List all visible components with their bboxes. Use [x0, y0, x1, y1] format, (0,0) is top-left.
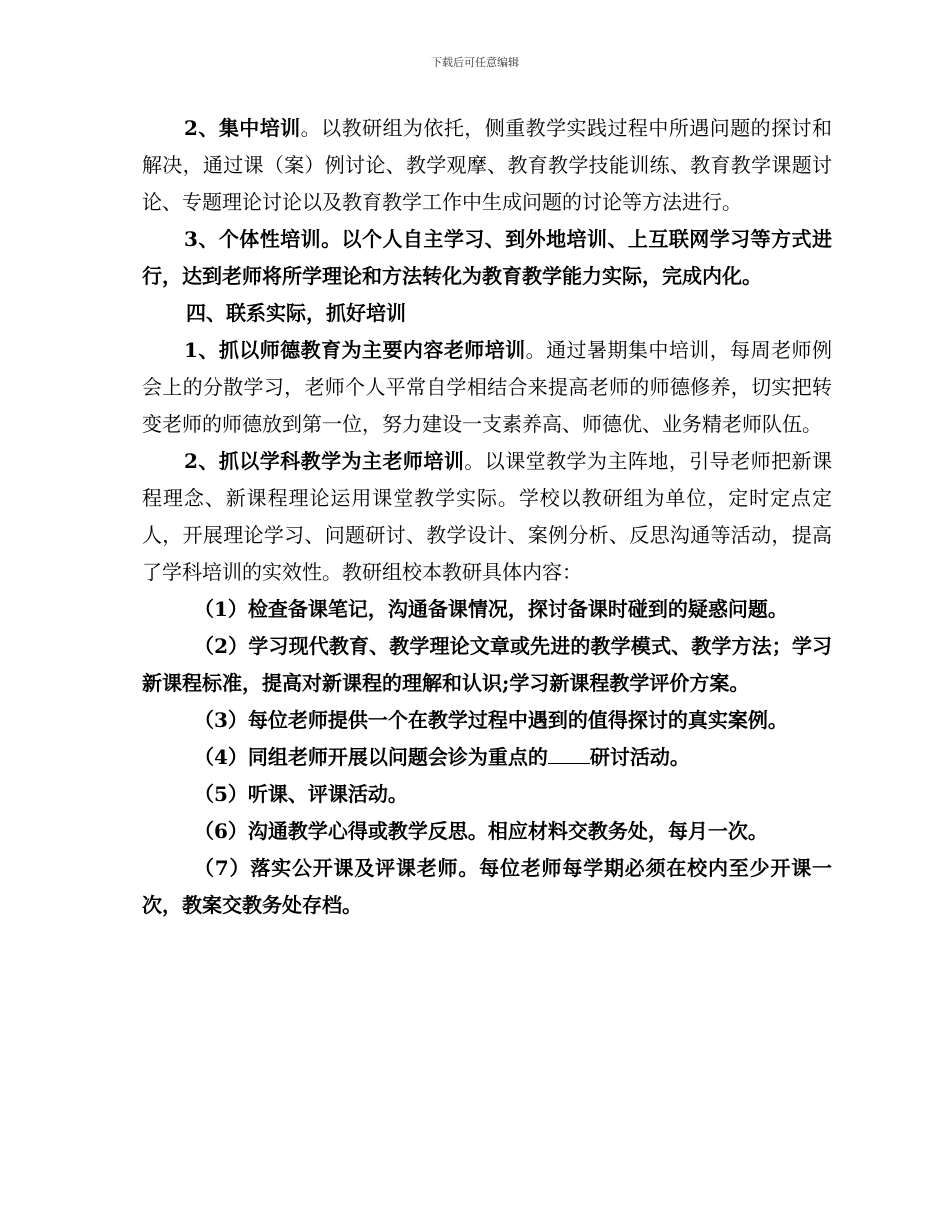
list-item: （5）听课、评课活动。 [194, 782, 408, 806]
list-item: （7）落实公开课及评课老师。每位老师每学期必须在校内至少开课一次，教案交教务处存档。 [142, 856, 832, 917]
paragraph-heading: 2、抓以学科教学为主老师培训 [184, 449, 465, 473]
paragraph-text: 。以教研组为依托，侧重教学实践过程中所遇问题的探讨和解决，通过课（案）例讨论、教学观摩、教育教学技能训练、教育教学课题讨论、专题理论讨论以及教育教学工作中生成问题的讨论等方法进行。 [142, 116, 833, 214]
paragraph-text: 。以课堂教学为主阵地，引导老师把新课程理念、新课程理论运用课堂教学实际。学校以教研组为单位，定时定点定人，开展理论学习、问题研讨、教学设计、案例分析、反思沟通等活动，提高了学科培训的实效性。教研组校本教研具体内容： [142, 449, 833, 584]
document-body [142, 110, 832, 924]
paragraph-heading: 2、集中培训 [184, 116, 301, 140]
list-item: （1）检查备课笔记，沟通备课情况，探讨备课时碰到的疑惑问题。 [194, 597, 788, 621]
list-item-text: 研讨活动。 [589, 745, 690, 769]
list-item [142, 739, 832, 776]
paragraph-centralized-training [142, 110, 832, 221]
list-item: （3）每位老师提供一个在教学过程中遇到的值得探讨的真实案例。 [194, 708, 788, 732]
paragraph-ethics-training [142, 332, 832, 443]
paragraph-subject-training [142, 443, 832, 591]
fill-in-blank [548, 743, 590, 764]
page-header-note: 下载后可任意编辑 [431, 56, 519, 69]
list-item: （6）沟通教学心得或教学反思。相应材料交教务处，每月一次。 [194, 819, 768, 843]
paragraph-text: 。通过暑期集中培训，每周老师例会上的分散学习，老师个人平常自学相结合来提高老师的师德修养，切实把转变老师的师德放到第一位，努力建设一支素养高、师德优、业务精老师队伍。 [142, 338, 832, 436]
paragraph-individual-training: 3、个体性培训。以个人自主学习、到外地培训、上互联网学习等方式进行，达到老师将所学理论和方法转化为教育教学能力实际，完成内化。 [142, 227, 832, 288]
list-item-text: （4）同组老师开展以问题会诊为重点的 [194, 745, 548, 769]
paragraph-heading: 1、抓以师德教育为主要内容老师培训 [184, 338, 526, 362]
list-item: （2）学习现代教育、教学理论文章或先进的教学模式、教学方法；学习新课程标准，提高对新课程的理解和认识;学习新课程教学评价方案。 [142, 634, 832, 695]
section-heading: 四、联系实际，抓好培训 [186, 301, 406, 325]
